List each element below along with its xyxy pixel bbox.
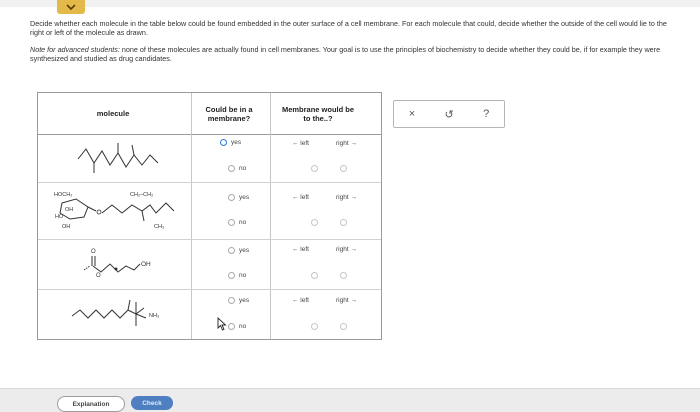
molecule-drawing-2 xyxy=(38,183,188,239)
radio-button[interactable] xyxy=(228,247,235,254)
check-button[interactable]: Check xyxy=(131,396,173,410)
header-molecule: molecule xyxy=(96,109,130,118)
row3-no-option[interactable] xyxy=(228,272,246,279)
row1-left-radio[interactable] xyxy=(311,165,318,172)
row3-left-option[interactable]: ← left xyxy=(292,246,309,253)
molecule-drawing-3 xyxy=(38,240,188,286)
clear-button[interactable]: × xyxy=(408,108,416,120)
help-button[interactable]: ? xyxy=(483,108,490,120)
row1-right-radio[interactable] xyxy=(340,165,347,172)
option-label: yes xyxy=(239,297,250,304)
molecule-3-structure xyxy=(38,240,188,286)
row3-yes-option[interactable] xyxy=(228,247,249,254)
row3-right-radio[interactable] xyxy=(340,272,347,279)
note xyxy=(30,46,670,63)
row2-left-option[interactable]: ← left xyxy=(292,194,309,201)
note-text: none of these molecules are actually found in cell membranes. Your goal is to use the principles of biochemistry to decide whether they could be, if for example they were synthesized and studied as drug candidates. xyxy=(30,45,661,63)
row1-yes-option[interactable] xyxy=(220,139,241,146)
row2-no-option[interactable] xyxy=(228,219,246,226)
note-label: Note for advanced students: xyxy=(30,45,120,55)
molecule-1-structure xyxy=(38,135,188,183)
radio-button[interactable] xyxy=(220,139,227,146)
atom-label: O xyxy=(91,249,96,255)
atom-label: OH xyxy=(62,224,71,230)
row3-right-option[interactable]: right → xyxy=(336,246,357,253)
row2-left-radio[interactable] xyxy=(311,219,318,226)
radio-button[interactable] xyxy=(228,194,235,201)
radio-button[interactable] xyxy=(228,165,235,172)
row1-left-option[interactable]: ← left xyxy=(292,140,309,147)
row2-right-radio[interactable] xyxy=(340,219,347,226)
row2-right-option[interactable]: right → xyxy=(336,194,357,201)
row4-left-radio[interactable] xyxy=(311,323,318,330)
atom-label: CH₃ xyxy=(154,224,165,230)
option-label: no xyxy=(239,219,247,226)
row4-right-radio[interactable] xyxy=(340,323,347,330)
explanation-button[interactable]: Explanation xyxy=(57,396,125,412)
collapse-toggle[interactable] xyxy=(57,0,85,14)
mouse-cursor-icon xyxy=(217,317,227,331)
molecule-drawing-1 xyxy=(38,135,188,183)
row4-no-option[interactable] xyxy=(228,323,246,330)
radio-button[interactable] xyxy=(228,323,235,330)
row4-yes-option[interactable] xyxy=(228,297,249,304)
radio-button[interactable] xyxy=(228,297,235,304)
atom-label: O xyxy=(96,273,101,279)
molecule-2-structure xyxy=(38,183,188,239)
molecule-4-structure xyxy=(38,290,188,338)
option-label: yes xyxy=(239,194,250,201)
row4-left-option[interactable]: ← left xyxy=(292,297,309,304)
table-header xyxy=(38,93,381,135)
atom-label: NH₃ xyxy=(149,313,160,319)
atom-label: HOCH₂ xyxy=(54,192,73,198)
row3-left-radio[interactable] xyxy=(311,272,318,279)
row4-right-option[interactable]: right → xyxy=(336,297,357,304)
radio-button[interactable] xyxy=(228,219,235,226)
top-bar xyxy=(0,0,700,7)
row1-right-option[interactable]: right → xyxy=(336,140,357,147)
atom-label: HO xyxy=(55,214,64,220)
option-label: no xyxy=(239,165,247,172)
answer-tools xyxy=(393,100,505,128)
undo-button[interactable]: ↺ xyxy=(444,108,454,121)
radio-button[interactable] xyxy=(228,272,235,279)
row1-no-option[interactable] xyxy=(228,165,246,172)
row2-yes-option[interactable] xyxy=(228,194,249,201)
divider xyxy=(191,93,192,339)
molecule-table xyxy=(37,92,382,340)
divider xyxy=(270,93,271,339)
question-text xyxy=(30,20,670,72)
atom-label: CH₂–CH₂ xyxy=(130,192,154,198)
option-label: yes xyxy=(231,139,242,146)
option-label: yes xyxy=(239,247,250,254)
atom-label: OH xyxy=(141,261,151,268)
chevron-down-icon xyxy=(66,4,76,10)
option-label: no xyxy=(239,323,247,330)
molecule-drawing-4 xyxy=(38,290,188,338)
instructions: Decide whether each molecule in the table below could be found embedded in the outer surface of a cell membrane. For each molecule that could, decide whether the outside of the cell would lie to the right or left of the molecule as drawn. xyxy=(30,19,667,37)
atom-label: OH xyxy=(65,207,74,213)
header-side: Membrane would be to the..? xyxy=(281,104,355,123)
header-in-membrane: Could be in a membrane? xyxy=(205,104,253,123)
option-label: no xyxy=(239,272,247,279)
